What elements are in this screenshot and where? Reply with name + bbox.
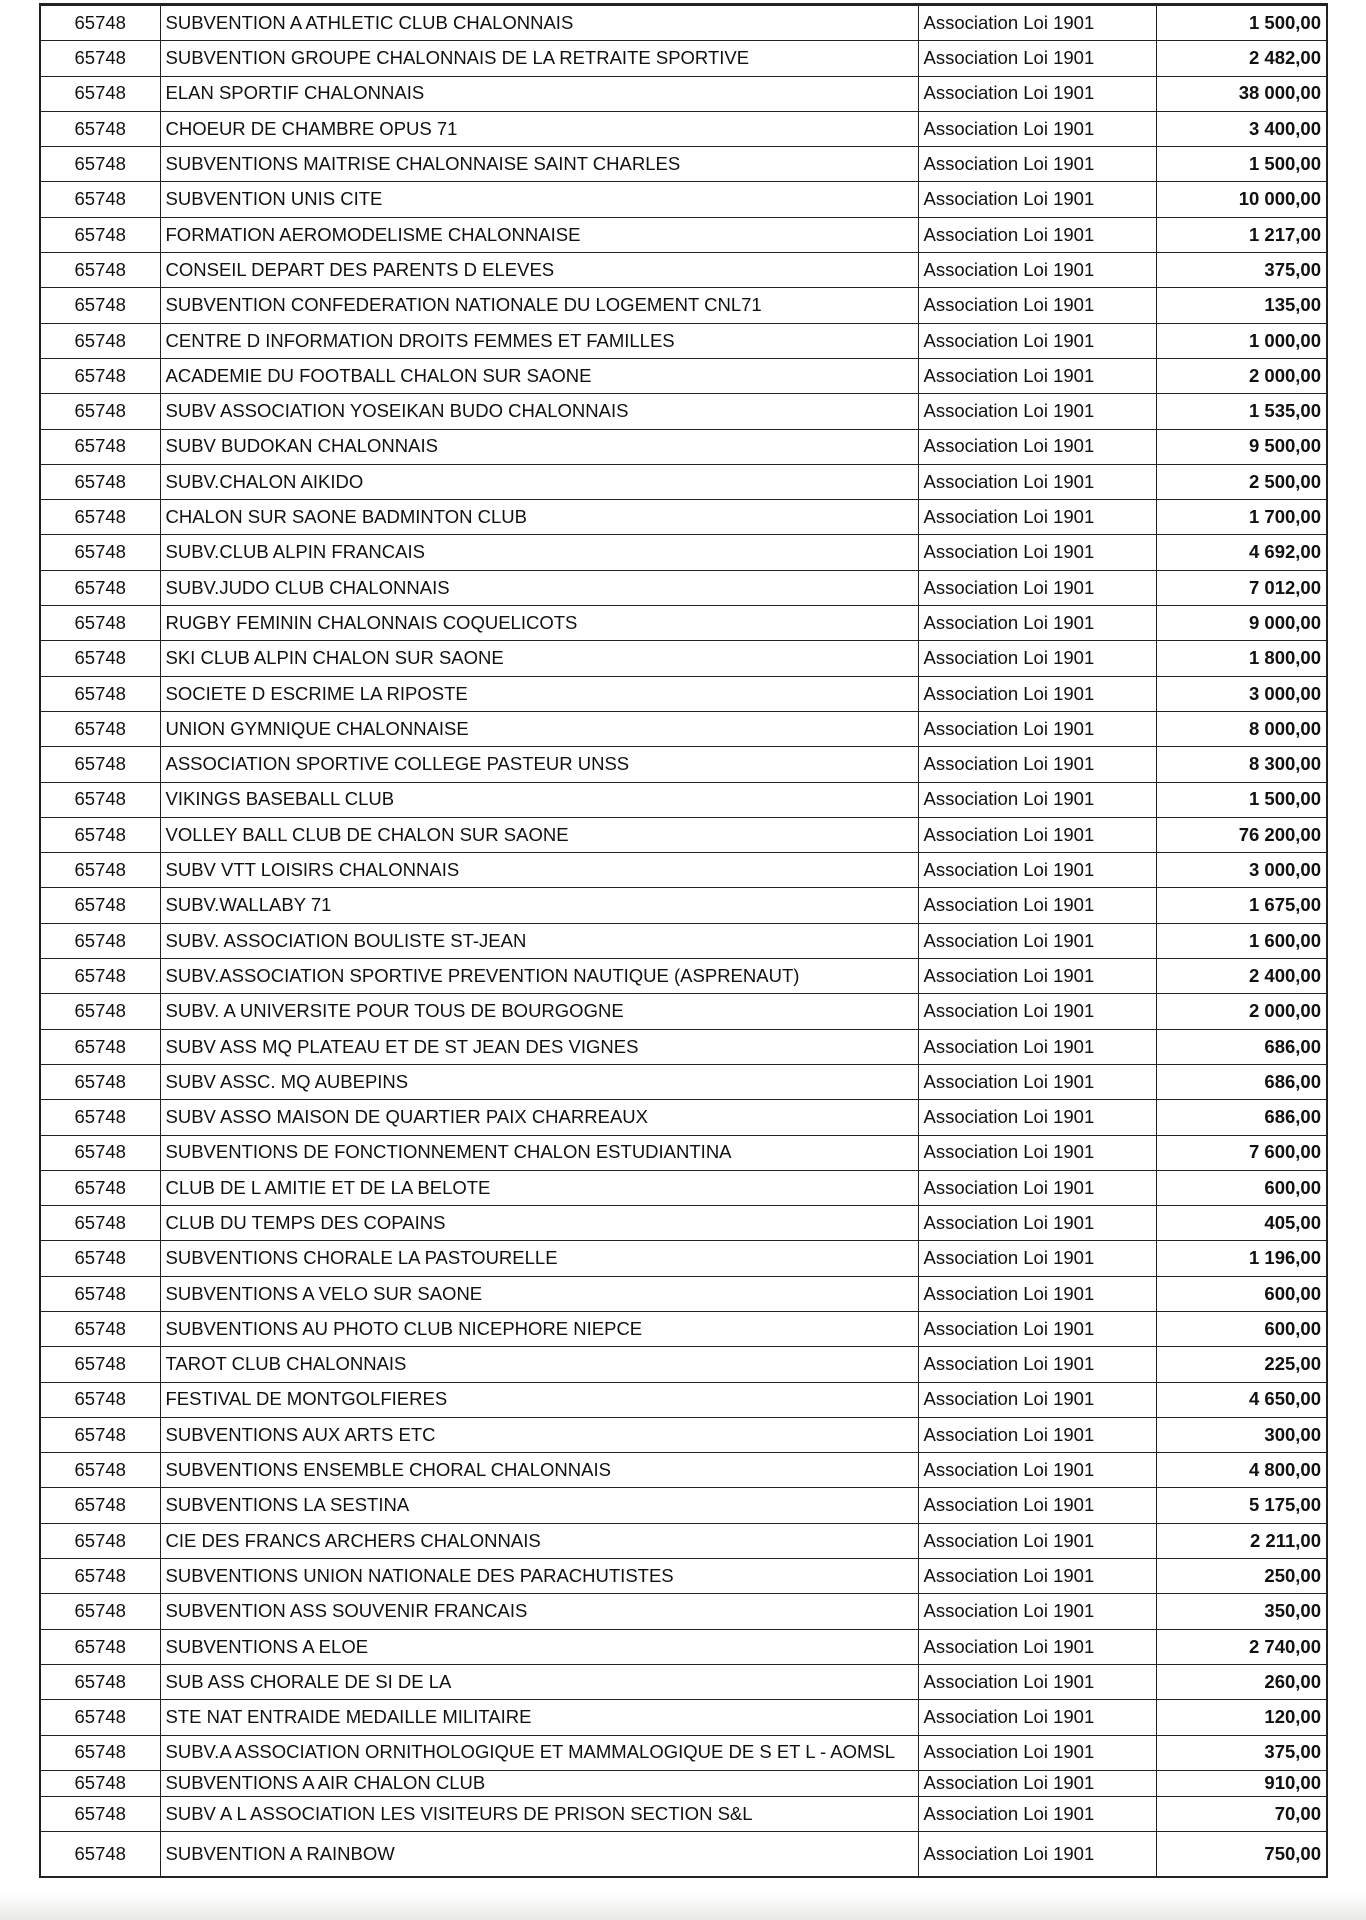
amount-cell: 686,00 (1156, 1029, 1327, 1064)
legal-type-cell: Association Loi 1901 (918, 888, 1156, 923)
beneficiary-label-cell: SUBVENTION A ATHLETIC CLUB CHALONNAIS (160, 5, 918, 41)
beneficiary-label-cell: ASSOCIATION SPORTIVE COLLEGE PASTEUR UNSS (160, 747, 918, 782)
amount-cell: 600,00 (1156, 1311, 1327, 1346)
account-code-cell: 65748 (40, 1382, 160, 1417)
beneficiary-label-cell: SUBV BUDOKAN CHALONNAIS (160, 429, 918, 464)
account-code-cell: 65748 (40, 1311, 160, 1346)
beneficiary-label-cell: SUBVENTIONS A ELOE (160, 1629, 918, 1664)
account-code-cell: 65748 (40, 570, 160, 605)
table-row (40, 923, 1327, 958)
legal-type-cell: Association Loi 1901 (918, 782, 1156, 817)
legal-type-cell: Association Loi 1901 (918, 1664, 1156, 1699)
beneficiary-label-cell: SUBV. A UNIVERSITE POUR TOUS DE BOURGOGNE (160, 994, 918, 1029)
legal-type-cell: Association Loi 1901 (918, 76, 1156, 111)
amount-cell: 1 700,00 (1156, 500, 1327, 535)
account-code-cell: 65748 (40, 1770, 160, 1796)
account-code-cell: 65748 (40, 76, 160, 111)
beneficiary-label-cell: FORMATION AEROMODELISME CHALONNAISE (160, 217, 918, 252)
amount-cell: 10 000,00 (1156, 182, 1327, 217)
account-code-cell: 65748 (40, 500, 160, 535)
table-row (40, 1417, 1327, 1452)
amount-cell: 1 535,00 (1156, 394, 1327, 429)
beneficiary-label-cell: VOLLEY BALL CLUB DE CHALON SUR SAONE (160, 817, 918, 852)
subsidies-table-body (40, 5, 1327, 1878)
table-row (40, 817, 1327, 852)
amount-cell: 38 000,00 (1156, 76, 1327, 111)
account-code-cell: 65748 (40, 1559, 160, 1594)
table-row (40, 1735, 1327, 1770)
beneficiary-label-cell: FESTIVAL DE MONTGOLFIERES (160, 1382, 918, 1417)
beneficiary-label-cell: SUBVENTIONS AU PHOTO CLUB NICEPHORE NIEPCE (160, 1311, 918, 1346)
beneficiary-label-cell: UNION GYMNIQUE CHALONNAISE (160, 711, 918, 746)
account-code-cell: 65748 (40, 217, 160, 252)
beneficiary-label-cell: CHOEUR DE CHAMBRE OPUS 71 (160, 111, 918, 146)
beneficiary-label-cell: SUBVENTIONS A AIR CHALON CLUB (160, 1770, 918, 1796)
beneficiary-label-cell: TAROT CLUB CHALONNAIS (160, 1347, 918, 1382)
account-code-cell: 65748 (40, 1206, 160, 1241)
beneficiary-label-cell: CHALON SUR SAONE BADMINTON CLUB (160, 500, 918, 535)
beneficiary-label-cell: SUBVENTIONS DE FONCTIONNEMENT CHALON ESTUDIANTINA (160, 1135, 918, 1170)
table-row (40, 1594, 1327, 1629)
amount-cell: 405,00 (1156, 1206, 1327, 1241)
legal-type-cell: Association Loi 1901 (918, 711, 1156, 746)
beneficiary-label-cell: SUBV.CLUB ALPIN FRANCAIS (160, 535, 918, 570)
amount-cell: 1 196,00 (1156, 1241, 1327, 1276)
account-code-cell: 65748 (40, 429, 160, 464)
account-code-cell: 65748 (40, 923, 160, 958)
amount-cell: 4 800,00 (1156, 1453, 1327, 1488)
table-row (40, 1347, 1327, 1382)
account-code-cell: 65748 (40, 1523, 160, 1558)
beneficiary-label-cell: CONSEIL DEPART DES PARENTS D ELEVES (160, 253, 918, 288)
beneficiary-label-cell: SUBVENTION A RAINBOW (160, 1832, 918, 1878)
beneficiary-label-cell: ACADEMIE DU FOOTBALL CHALON SUR SAONE (160, 358, 918, 393)
amount-cell: 910,00 (1156, 1770, 1327, 1796)
amount-cell: 1 500,00 (1156, 5, 1327, 41)
account-code-cell: 65748 (40, 711, 160, 746)
beneficiary-label-cell: SUBV ASSOCIATION YOSEIKAN BUDO CHALONNAIS (160, 394, 918, 429)
amount-cell: 375,00 (1156, 1735, 1327, 1770)
legal-type-cell: Association Loi 1901 (918, 853, 1156, 888)
legal-type-cell: Association Loi 1901 (918, 288, 1156, 323)
account-code-cell: 65748 (40, 394, 160, 429)
amount-cell: 3 000,00 (1156, 853, 1327, 888)
table-row (40, 1832, 1327, 1878)
beneficiary-label-cell: SUBVENTIONS UNION NATIONALE DES PARACHUTISTES (160, 1559, 918, 1594)
account-code-cell: 65748 (40, 1453, 160, 1488)
amount-cell: 70,00 (1156, 1796, 1327, 1831)
account-code-cell: 65748 (40, 853, 160, 888)
amount-cell: 76 200,00 (1156, 817, 1327, 852)
table-row (40, 111, 1327, 146)
table-row (40, 676, 1327, 711)
legal-type-cell: Association Loi 1901 (918, 217, 1156, 252)
table-row (40, 853, 1327, 888)
table-row (40, 394, 1327, 429)
account-code-cell: 65748 (40, 464, 160, 499)
legal-type-cell: Association Loi 1901 (918, 923, 1156, 958)
account-code-cell: 65748 (40, 606, 160, 641)
beneficiary-label-cell: SUBV ASSO MAISON DE QUARTIER PAIX CHARREAUX (160, 1100, 918, 1135)
beneficiary-label-cell: SUB ASS CHORALE DE SI DE LA (160, 1664, 918, 1699)
account-code-cell: 65748 (40, 1135, 160, 1170)
table-row (40, 41, 1327, 76)
amount-cell: 120,00 (1156, 1700, 1327, 1735)
table-row (40, 994, 1327, 1029)
amount-cell: 1 800,00 (1156, 641, 1327, 676)
legal-type-cell: Association Loi 1901 (918, 1417, 1156, 1452)
legal-type-cell: Association Loi 1901 (918, 358, 1156, 393)
table-row (40, 888, 1327, 923)
account-code-cell: 65748 (40, 1796, 160, 1831)
legal-type-cell: Association Loi 1901 (918, 1170, 1156, 1205)
legal-type-cell: Association Loi 1901 (918, 1735, 1156, 1770)
amount-cell: 260,00 (1156, 1664, 1327, 1699)
legal-type-cell: Association Loi 1901 (918, 676, 1156, 711)
beneficiary-label-cell: SUBV ASSC. MQ AUBEPINS (160, 1064, 918, 1099)
account-code-cell: 65748 (40, 1417, 160, 1452)
beneficiary-label-cell: SUBVENTIONS LA SESTINA (160, 1488, 918, 1523)
amount-cell: 9 500,00 (1156, 429, 1327, 464)
amount-cell: 9 000,00 (1156, 606, 1327, 641)
table-row (40, 253, 1327, 288)
amount-cell: 2 482,00 (1156, 41, 1327, 76)
beneficiary-label-cell: SUBV.CHALON AIKIDO (160, 464, 918, 499)
legal-type-cell: Association Loi 1901 (918, 747, 1156, 782)
amount-cell: 1 675,00 (1156, 888, 1327, 923)
legal-type-cell: Association Loi 1901 (918, 323, 1156, 358)
table-row (40, 1796, 1327, 1831)
amount-cell: 350,00 (1156, 1594, 1327, 1629)
beneficiary-label-cell: SUBV ASS MQ PLATEAU ET DE ST JEAN DES VIGNES (160, 1029, 918, 1064)
amount-cell: 8 000,00 (1156, 711, 1327, 746)
table-row (40, 1206, 1327, 1241)
table-row (40, 464, 1327, 499)
beneficiary-label-cell: SUBVENTIONS CHORALE LA PASTOURELLE (160, 1241, 918, 1276)
table-row (40, 1382, 1327, 1417)
account-code-cell: 65748 (40, 358, 160, 393)
legal-type-cell: Association Loi 1901 (918, 1700, 1156, 1735)
account-code-cell: 65748 (40, 1276, 160, 1311)
legal-type-cell: Association Loi 1901 (918, 570, 1156, 605)
account-code-cell: 65748 (40, 253, 160, 288)
page-bottom-edge (0, 1892, 1366, 1920)
table-row (40, 606, 1327, 641)
amount-cell: 250,00 (1156, 1559, 1327, 1594)
beneficiary-label-cell: CIE DES FRANCS ARCHERS CHALONNAIS (160, 1523, 918, 1558)
amount-cell: 750,00 (1156, 1832, 1327, 1878)
account-code-cell: 65748 (40, 641, 160, 676)
beneficiary-label-cell: CENTRE D INFORMATION DROITS FEMMES ET FAMILLES (160, 323, 918, 358)
account-code-cell: 65748 (40, 111, 160, 146)
amount-cell: 2 211,00 (1156, 1523, 1327, 1558)
beneficiary-label-cell: STE NAT ENTRAIDE MEDAILLE MILITAIRE (160, 1700, 918, 1735)
table-row (40, 500, 1327, 535)
table-row (40, 711, 1327, 746)
account-code-cell: 65748 (40, 817, 160, 852)
account-code-cell: 65748 (40, 535, 160, 570)
beneficiary-label-cell: RUGBY FEMININ CHALONNAIS COQUELICOTS (160, 606, 918, 641)
account-code-cell: 65748 (40, 1664, 160, 1699)
account-code-cell: 65748 (40, 288, 160, 323)
table-row (40, 1523, 1327, 1558)
amount-cell: 4 650,00 (1156, 1382, 1327, 1417)
legal-type-cell: Association Loi 1901 (918, 535, 1156, 570)
amount-cell: 2 740,00 (1156, 1629, 1327, 1664)
account-code-cell: 65748 (40, 1735, 160, 1770)
beneficiary-label-cell: SUBV.JUDO CLUB CHALONNAIS (160, 570, 918, 605)
beneficiary-label-cell: VIKINGS BASEBALL CLUB (160, 782, 918, 817)
legal-type-cell: Association Loi 1901 (918, 606, 1156, 641)
table-row (40, 1029, 1327, 1064)
legal-type-cell: Association Loi 1901 (918, 1100, 1156, 1135)
account-code-cell: 65748 (40, 1594, 160, 1629)
table-row (40, 429, 1327, 464)
account-code-cell: 65748 (40, 182, 160, 217)
legal-type-cell: Association Loi 1901 (918, 1770, 1156, 1796)
beneficiary-label-cell: SUBVENTION UNIS CITE (160, 182, 918, 217)
legal-type-cell: Association Loi 1901 (918, 817, 1156, 852)
legal-type-cell: Association Loi 1901 (918, 1276, 1156, 1311)
legal-type-cell: Association Loi 1901 (918, 1523, 1156, 1558)
account-code-cell: 65748 (40, 994, 160, 1029)
amount-cell: 1 500,00 (1156, 782, 1327, 817)
account-code-cell: 65748 (40, 1064, 160, 1099)
beneficiary-label-cell: CLUB DE L AMITIE ET DE LA BELOTE (160, 1170, 918, 1205)
table-row (40, 217, 1327, 252)
amount-cell: 2 000,00 (1156, 994, 1327, 1029)
amount-cell: 300,00 (1156, 1417, 1327, 1452)
table-row (40, 1700, 1327, 1735)
beneficiary-label-cell: SUBV.A ASSOCIATION ORNITHOLOGIQUE ET MAMMALOGIQUE DE S ET L - AOMSL (160, 1735, 918, 1770)
account-code-cell: 65748 (40, 147, 160, 182)
legal-type-cell: Association Loi 1901 (918, 1832, 1156, 1878)
beneficiary-label-cell: SUBV A L ASSOCIATION LES VISITEURS DE PRISON SECTION S&L (160, 1796, 918, 1831)
account-code-cell: 65748 (40, 1347, 160, 1382)
table-row (40, 535, 1327, 570)
amount-cell: 4 692,00 (1156, 535, 1327, 570)
beneficiary-label-cell: SUBV VTT LOISIRS CHALONNAIS (160, 853, 918, 888)
amount-cell: 225,00 (1156, 1347, 1327, 1382)
legal-type-cell: Association Loi 1901 (918, 1559, 1156, 1594)
amount-cell: 8 300,00 (1156, 747, 1327, 782)
legal-type-cell: Association Loi 1901 (918, 464, 1156, 499)
beneficiary-label-cell: SUBVENTIONS MAITRISE CHALONNAISE SAINT CHARLES (160, 147, 918, 182)
beneficiary-label-cell: SUBV.WALLABY 71 (160, 888, 918, 923)
legal-type-cell: Association Loi 1901 (918, 1135, 1156, 1170)
table-row (40, 182, 1327, 217)
amount-cell: 3 400,00 (1156, 111, 1327, 146)
table-row (40, 5, 1327, 41)
legal-type-cell: Association Loi 1901 (918, 1206, 1156, 1241)
legal-type-cell: Association Loi 1901 (918, 5, 1156, 41)
legal-type-cell: Association Loi 1901 (918, 959, 1156, 994)
legal-type-cell: Association Loi 1901 (918, 1629, 1156, 1664)
amount-cell: 1 217,00 (1156, 217, 1327, 252)
amount-cell: 686,00 (1156, 1100, 1327, 1135)
legal-type-cell: Association Loi 1901 (918, 1311, 1156, 1346)
table-row (40, 959, 1327, 994)
account-code-cell: 65748 (40, 1488, 160, 1523)
table-row (40, 76, 1327, 111)
account-code-cell: 65748 (40, 41, 160, 76)
account-code-cell: 65748 (40, 5, 160, 41)
table-row (40, 1170, 1327, 1205)
account-code-cell: 65748 (40, 1629, 160, 1664)
legal-type-cell: Association Loi 1901 (918, 41, 1156, 76)
amount-cell: 2 400,00 (1156, 959, 1327, 994)
amount-cell: 375,00 (1156, 253, 1327, 288)
amount-cell: 2 500,00 (1156, 464, 1327, 499)
table-row (40, 1770, 1327, 1796)
beneficiary-label-cell: SUBVENTION CONFEDERATION NATIONALE DU LOGEMENT CNL71 (160, 288, 918, 323)
amount-cell: 2 000,00 (1156, 358, 1327, 393)
legal-type-cell: Association Loi 1901 (918, 1488, 1156, 1523)
legal-type-cell: Association Loi 1901 (918, 1453, 1156, 1488)
amount-cell: 135,00 (1156, 288, 1327, 323)
account-code-cell: 65748 (40, 1700, 160, 1735)
legal-type-cell: Association Loi 1901 (918, 147, 1156, 182)
legal-type-cell: Association Loi 1901 (918, 429, 1156, 464)
account-code-cell: 65748 (40, 782, 160, 817)
legal-type-cell: Association Loi 1901 (918, 1796, 1156, 1831)
beneficiary-label-cell: SUBV.ASSOCIATION SPORTIVE PREVENTION NAUTIQUE (ASPRENAUT) (160, 959, 918, 994)
account-code-cell: 65748 (40, 1241, 160, 1276)
legal-type-cell: Association Loi 1901 (918, 1241, 1156, 1276)
account-code-cell: 65748 (40, 888, 160, 923)
legal-type-cell: Association Loi 1901 (918, 500, 1156, 535)
table-row (40, 288, 1327, 323)
amount-cell: 600,00 (1156, 1276, 1327, 1311)
account-code-cell: 65748 (40, 1100, 160, 1135)
legal-type-cell: Association Loi 1901 (918, 1064, 1156, 1099)
table-row (40, 358, 1327, 393)
legal-type-cell: Association Loi 1901 (918, 182, 1156, 217)
table-row (40, 1064, 1327, 1099)
amount-cell: 3 000,00 (1156, 676, 1327, 711)
beneficiary-label-cell: SOCIETE D ESCRIME LA RIPOSTE (160, 676, 918, 711)
table-row (40, 1135, 1327, 1170)
table-row (40, 782, 1327, 817)
legal-type-cell: Association Loi 1901 (918, 994, 1156, 1029)
account-code-cell: 65748 (40, 959, 160, 994)
amount-cell: 7 012,00 (1156, 570, 1327, 605)
table-row (40, 1559, 1327, 1594)
amount-cell: 5 175,00 (1156, 1488, 1327, 1523)
beneficiary-label-cell: ELAN SPORTIF CHALONNAIS (160, 76, 918, 111)
table-row (40, 570, 1327, 605)
legal-type-cell: Association Loi 1901 (918, 1347, 1156, 1382)
table-row (40, 1100, 1327, 1135)
account-code-cell: 65748 (40, 676, 160, 711)
beneficiary-label-cell: SUBVENTION GROUPE CHALONNAIS DE LA RETRAITE SPORTIVE (160, 41, 918, 76)
legal-type-cell: Association Loi 1901 (918, 253, 1156, 288)
amount-cell: 1 600,00 (1156, 923, 1327, 958)
legal-type-cell: Association Loi 1901 (918, 111, 1156, 146)
beneficiary-label-cell: CLUB DU TEMPS DES COPAINS (160, 1206, 918, 1241)
table-row (40, 747, 1327, 782)
account-code-cell: 65748 (40, 747, 160, 782)
amount-cell: 600,00 (1156, 1170, 1327, 1205)
table-row (40, 1311, 1327, 1346)
table-row (40, 1241, 1327, 1276)
table-row (40, 147, 1327, 182)
table-row (40, 1488, 1327, 1523)
subsidies-table (39, 3, 1328, 1878)
table-row (40, 1453, 1327, 1488)
legal-type-cell: Association Loi 1901 (918, 1594, 1156, 1629)
table-row (40, 1629, 1327, 1664)
account-code-cell: 65748 (40, 1029, 160, 1064)
beneficiary-label-cell: SKI CLUB ALPIN CHALON SUR SAONE (160, 641, 918, 676)
table-row (40, 323, 1327, 358)
table-row (40, 1664, 1327, 1699)
amount-cell: 7 600,00 (1156, 1135, 1327, 1170)
legal-type-cell: Association Loi 1901 (918, 394, 1156, 429)
beneficiary-label-cell: SUBVENTION ASS SOUVENIR FRANCAIS (160, 1594, 918, 1629)
account-code-cell: 65748 (40, 323, 160, 358)
account-code-cell: 65748 (40, 1170, 160, 1205)
account-code-cell: 65748 (40, 1832, 160, 1878)
amount-cell: 1 000,00 (1156, 323, 1327, 358)
legal-type-cell: Association Loi 1901 (918, 641, 1156, 676)
amount-cell: 686,00 (1156, 1064, 1327, 1099)
beneficiary-label-cell: SUBVENTIONS AUX ARTS ETC (160, 1417, 918, 1452)
legal-type-cell: Association Loi 1901 (918, 1382, 1156, 1417)
beneficiary-label-cell: SUBV. ASSOCIATION BOULISTE ST-JEAN (160, 923, 918, 958)
legal-type-cell: Association Loi 1901 (918, 1029, 1156, 1064)
beneficiary-label-cell: SUBVENTIONS A VELO SUR SAONE (160, 1276, 918, 1311)
table-row (40, 1276, 1327, 1311)
table-row (40, 641, 1327, 676)
beneficiary-label-cell: SUBVENTIONS ENSEMBLE CHORAL CHALONNAIS (160, 1453, 918, 1488)
amount-cell: 1 500,00 (1156, 147, 1327, 182)
